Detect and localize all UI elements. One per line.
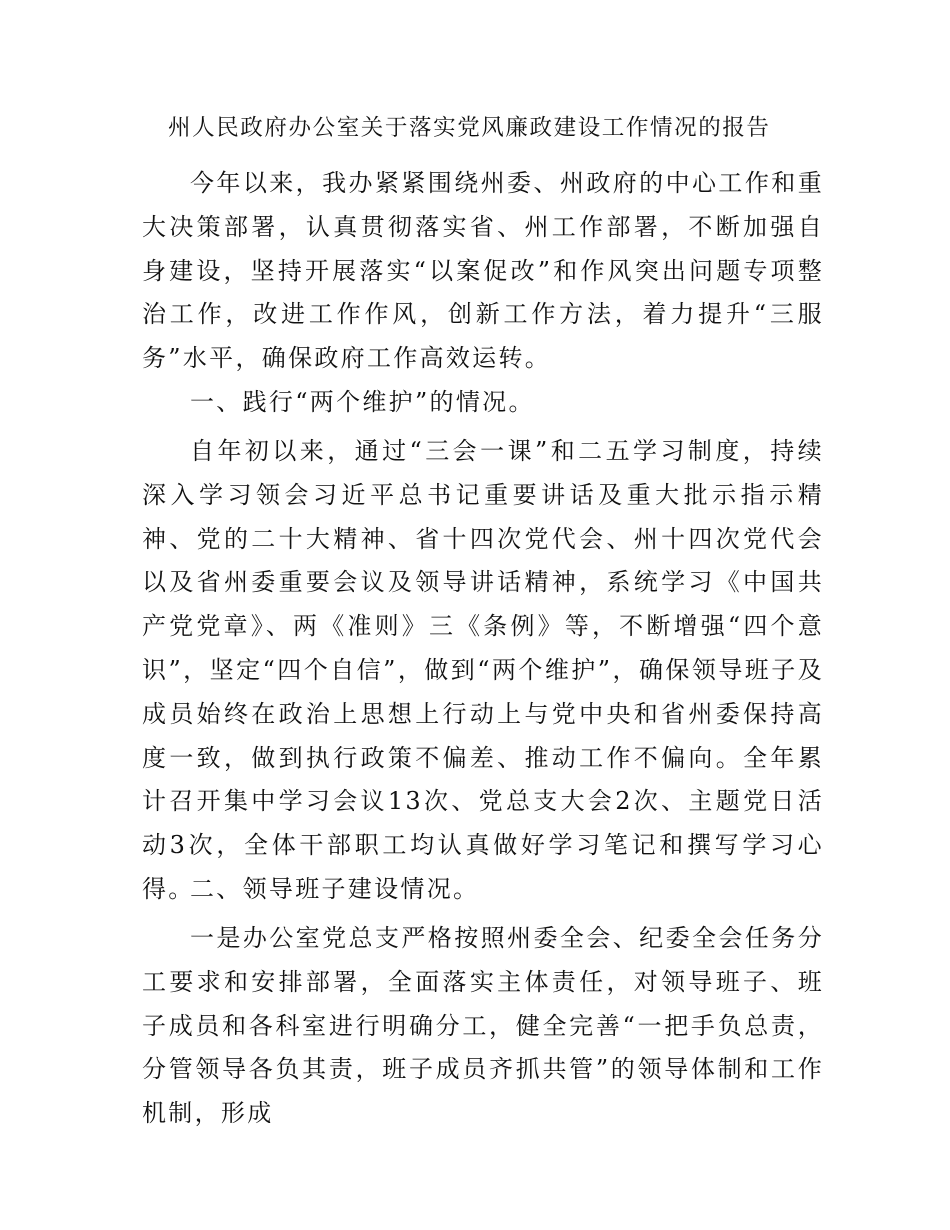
- section-heading-1: 一、践行“两个维护”的情况。: [190, 388, 535, 416]
- section-heading-2: 二、领导班子建设情况。: [190, 875, 480, 903]
- section-1-paragraph: 自年初以来，通过“三会一课”和二五学习制度，持续深入学习领会习近平总书记重要讲话及重大批示指示精神、党的二十大精神、省十四次党代会、州十四次党代会以及省州委重要会议及领导讲话精神，系统学习《中国共产党党章》、两《准则》三《条例》等，不断增强“四个意识”，坚定“四个自信”，做到“两个维护”，确保领导班子及成员始终在政治上思想上行动上与党中央和省州委保持高度一致，做到执行政策不偏差、推动工作不偏向。全年累计召开集中学习会议13次、党总支大会2次、主题党日活动3次，全体干部职工均认真做好学习笔记和撰写学习心得。: [142, 437, 824, 903]
- section-2-paragraph: 一是办公室党总支严格按照州委全会、纪委全会任务分工要求和安排部署，全面落实主体责任，对领导班子、班子成员和各科室进行明确分工，健全完善“一把手负总责，分管领导各负其责，班子成员齐抓共管”的领导体制和工作机制，形成: [142, 924, 824, 1128]
- intro-paragraph: 今年以来，我办紧紧围绕州委、州政府的中心工作和重大决策部署，认真贯彻落实省、州工作部署，不断加强自身建设，坚持开展落实“以案促改”和作风突出问题专项整治工作，改进工作作风，创新工作方法，着力提升“三服务”水平，确保政府工作高效运转。: [142, 169, 824, 373]
- document-title: 州人民政府办公室关于落实党风廉政建设工作情况的报告: [168, 115, 771, 141]
